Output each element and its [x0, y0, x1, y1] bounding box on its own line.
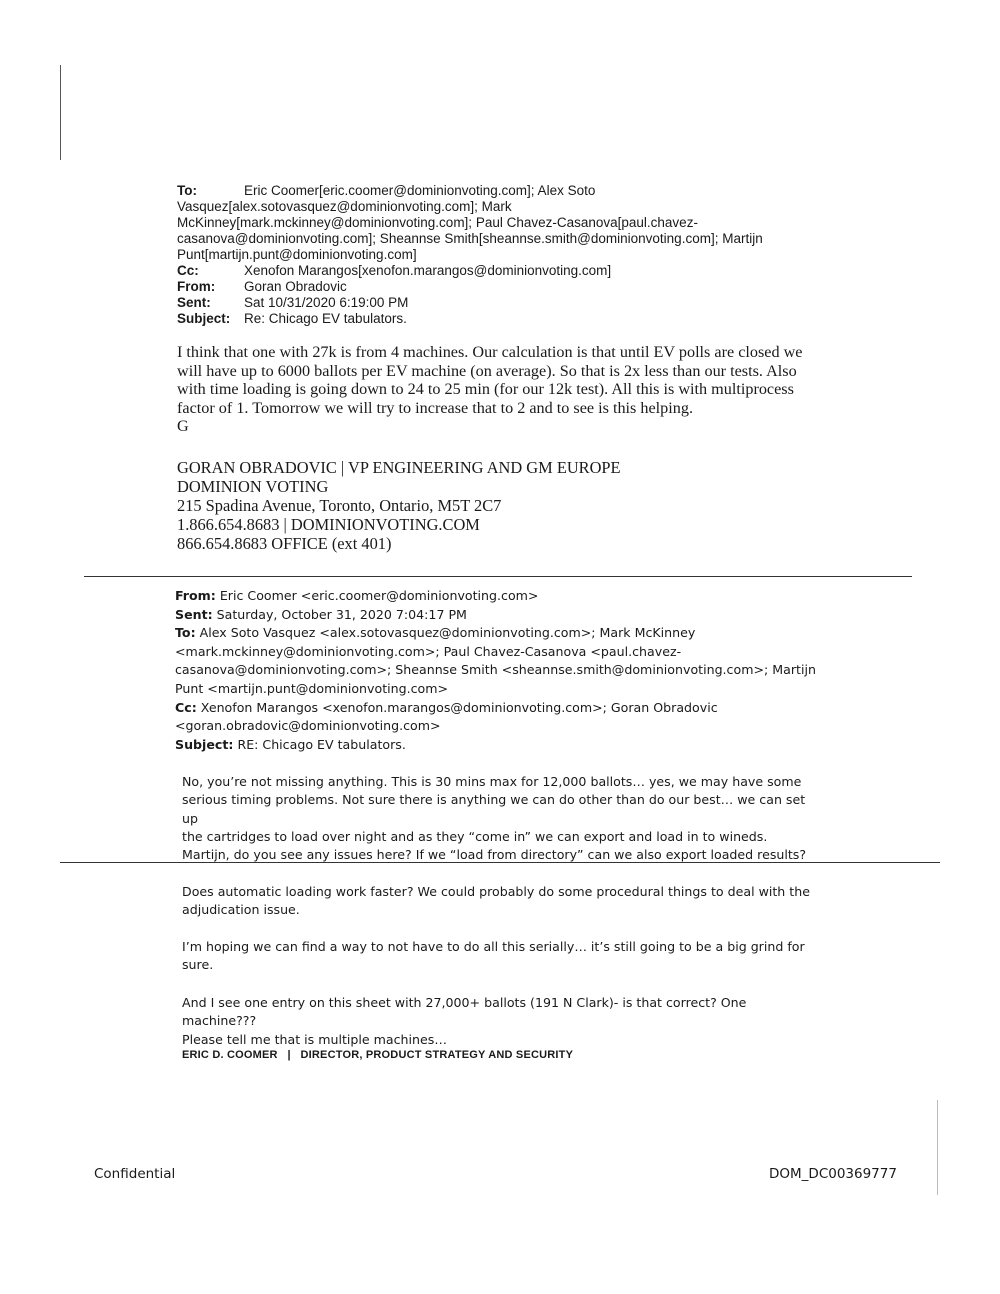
email1-sent-row [177, 295, 817, 311]
divider [60, 862, 940, 863]
email2-paragraph-1 [182, 773, 822, 847]
body-line: serious timing problems. Not sure there is anything we can do other than do our best… we can set up [182, 792, 806, 826]
to-continued-4: Punt[martijn.punt@dominionvoting.com] [177, 247, 417, 262]
signature-address: 215 Spadina Avenue, Toronto, Ontario, M5T 2C7 [177, 496, 502, 515]
to-continued-1: <mark.mckinney@dominionvoting.com>; Paul Chavez-Casanova <paul.chavez- [175, 643, 682, 659]
body-line: And I see one entry on this sheet with 27,000+ ballots (191 N Clark)- is that correct? One machine??? [182, 995, 747, 1029]
email2-sent-row [175, 606, 825, 625]
body-line: factor of 1. Tomorrow we will try to increase that to 2 and to see is this helping. [177, 398, 693, 417]
scan-edge-left [60, 65, 61, 160]
email1-signature [177, 458, 827, 553]
cc-label: Cc: [177, 263, 199, 278]
sent-label: Sent: [177, 295, 211, 310]
body-line: No, you’re not missing anything. This is 30 mins max for 12,000 ballots… yes, we may have some [182, 774, 802, 789]
from-label: From: [175, 588, 216, 603]
email2-header [175, 587, 825, 754]
email1-body [177, 343, 827, 436]
cc-value: Xenofon Marangos <xenofon.marangos@dominionvoting.com>; Goran Obradovic [200, 699, 718, 715]
body-line: sure. [182, 957, 214, 973]
body-line: G [177, 417, 189, 436]
to-continued-1: Vasquez[alex.sotovasquez@dominionvoting.com]; Mark [177, 199, 512, 214]
sent-value: Sat 10/31/2020 6:19:00 PM [244, 295, 409, 310]
to-continued-3: casanova@dominionvoting.com]; Sheannse Smith[sheannse.smith@dominionvoting.com]; Martijn [177, 231, 763, 246]
email1-header [177, 183, 817, 327]
cc-label: Cc: [175, 699, 197, 715]
from-value: Goran Obradovic [244, 279, 347, 294]
to-label: To: [177, 183, 197, 198]
subject-label: Subject: [177, 311, 231, 326]
signature-phone-web: 1.866.654.8683 | DOMINIONVOTING.COM [177, 515, 480, 534]
body-line: Please tell me that is multiple machines… [182, 1031, 447, 1047]
signature-name-title: GORAN OBRADOVIC | VP ENGINEERING AND GM EUROPE [177, 458, 621, 477]
subject-value: RE: Chicago EV tabulators. [237, 736, 406, 752]
from-label: From: [177, 279, 216, 294]
from-value: Eric Coomer <eric.coomer@dominionvoting.com> [219, 588, 539, 603]
sent-value: Saturday, October 31, 2020 7:04:17 PM [216, 606, 467, 622]
email1-subject-row [177, 311, 817, 327]
email1-from-row [177, 279, 817, 295]
to-value: Alex Soto Vasquez <alex.sotovasquez@dominionvoting.com>; Mark McKinney [199, 625, 696, 641]
cc-value: Xenofon Marangos[xenofon.marangos@dominionvoting.com] [244, 263, 612, 278]
email1-to-row [177, 183, 817, 199]
signature-company: DOMINION VOTING [177, 477, 329, 496]
body-line: Does automatic loading work faster? We could probably do some procedural things to deal with the [182, 884, 810, 899]
body-line: Martijn, do you see any issues here? If we “load from directory” can we also export loaded results? [182, 847, 807, 862]
email2-paragraph-4 [182, 938, 822, 975]
cc-continued: <goran.obradovic@dominionvoting.com> [175, 718, 441, 734]
body-line: adjudication issue. [182, 902, 300, 918]
to-value: Eric Coomer[eric.coomer@dominionvoting.com]; Alex Soto [244, 183, 596, 198]
email2-paragraph-5 [182, 994, 822, 1049]
sent-label: Sent: [175, 606, 213, 622]
email2-paragraph-3 [182, 883, 822, 920]
body-line: the cartridges to load over night and as they “come in” we can export and load in to wineds. [182, 829, 768, 845]
email2-from-row [175, 587, 825, 606]
bates-number: DOM_DC00369777 [769, 1166, 897, 1182]
scan-edge-right [937, 1100, 938, 1195]
body-line: I think that one with 27k is from 4 machines. Our calculation is that until EV polls are closed we [177, 343, 803, 361]
to-continued-2: McKinney[mark.mckinney@dominionvoting.com]; Paul Chavez-Casanova[paul.chavez- [177, 215, 698, 230]
email2-subject-row [175, 736, 825, 755]
email2-to-row [175, 624, 825, 643]
body-line: with time loading is going down to 24 to 25 min (for our 12k test). All this is with multiprocess [177, 380, 794, 399]
signature-office: 866.654.8683 OFFICE (ext 401) [177, 534, 392, 553]
divider [84, 576, 912, 577]
body-line: I’m hoping we can find a way to not have to do all this serially… it’s still going to be a big grind for [182, 939, 805, 954]
subject-value: Re: Chicago EV tabulators. [244, 311, 407, 326]
email2-cc-row [175, 699, 825, 718]
email2-signature: ERIC D. COOMER | DIRECTOR, PRODUCT STRATEGY AND SECURITY [182, 1049, 574, 1061]
email1-cc-row [177, 263, 817, 279]
body-line: will have up to 6000 ballots per EV machine (on average). So that is 2x less than our tests. Also [177, 361, 797, 380]
confidential-label: Confidential [94, 1166, 176, 1182]
subject-label: Subject: [175, 736, 234, 752]
to-label: To: [175, 625, 196, 641]
to-continued-2: casanova@dominionvoting.com>; Sheannse Smith <sheannse.smith@dominionvoting.com>; Martijn [175, 662, 816, 678]
to-continued-3: Punt <martijn.punt@dominionvoting.com> [175, 680, 449, 696]
